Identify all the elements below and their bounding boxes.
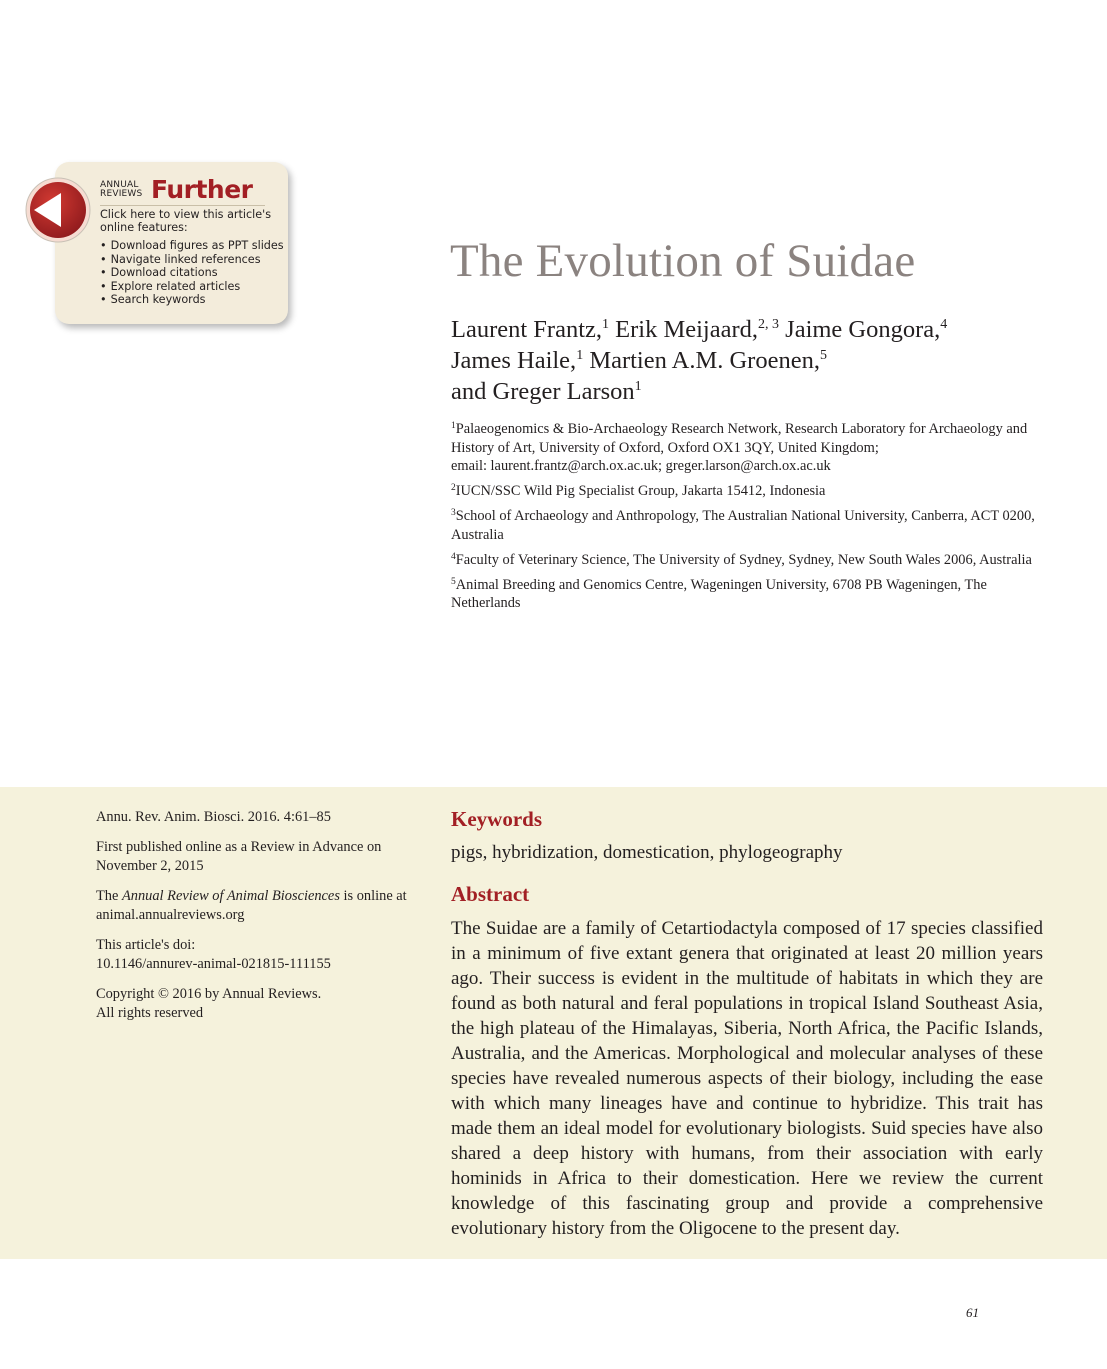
author-line-1 bbox=[451, 314, 1051, 345]
author-name: Erik Meijaard, bbox=[615, 316, 759, 343]
affiliation-sup: 4 bbox=[451, 551, 456, 562]
abstract-heading: Abstract bbox=[451, 882, 530, 906]
affiliation-email[interactable]: email: laurent.frantz@arch.ox.ac.uk; greger.larson@arch.ox.ac.uk bbox=[451, 458, 831, 474]
affiliation-sup: 5 bbox=[451, 576, 456, 587]
copyright-info bbox=[96, 985, 416, 1023]
further-divider bbox=[100, 205, 265, 206]
further-intro bbox=[100, 208, 278, 234]
affiliation-text: Palaeogenomics & Bio-Archaeology Research Network, Research Laboratory for Archaeology and History of Art, University of Oxford, Oxford OX1 3QY, United Kingdom; bbox=[451, 421, 1028, 456]
affiliation-1 bbox=[451, 420, 1051, 476]
author-affil-sup: 2, 3 bbox=[758, 317, 780, 332]
further-feature-list bbox=[100, 239, 284, 307]
further-item-download-citations[interactable]: • Download citations bbox=[100, 266, 284, 280]
author-affil-sup: 1 bbox=[576, 348, 584, 363]
click-here-link[interactable]: Click here bbox=[100, 208, 156, 221]
affiliation-4 bbox=[451, 551, 1051, 570]
author-name: Jaime Gongora, bbox=[785, 316, 941, 343]
affiliation-sup: 2 bbox=[451, 483, 456, 493]
author-line-2 bbox=[451, 345, 1051, 376]
journal-pre: The bbox=[96, 888, 122, 904]
journal-info bbox=[96, 887, 416, 925]
doi-label: This article's doi: bbox=[96, 937, 196, 953]
further-title: Further bbox=[151, 175, 253, 204]
publication-date: First published online as a Review in Advance on November 2, 2015 bbox=[96, 839, 382, 874]
author-name: and Greger Larson bbox=[451, 378, 635, 405]
journal-name: Annual Review of Animal Biosciences bbox=[121, 888, 340, 904]
further-item-navigate-references[interactable]: • Navigate linked references bbox=[100, 253, 284, 267]
author-name: Martien A.M. Groenen, bbox=[589, 347, 820, 374]
article-title: The Evolution of Suidae bbox=[450, 235, 916, 287]
author-name: Laurent Frantz, bbox=[451, 316, 603, 343]
further-item-download-figures[interactable]: • Download figures as PPT slides bbox=[100, 239, 284, 253]
journal-url: is online at animal.annualreviews.org bbox=[96, 888, 407, 923]
back-arrow-icon[interactable] bbox=[24, 176, 92, 244]
author-line-3 bbox=[451, 376, 1051, 407]
rights: All rights reserved bbox=[96, 1005, 204, 1021]
affiliation-text: Faculty of Veterinary Science, The University of Sydney, Sydney, New South Wales 2006, Australia bbox=[455, 551, 1032, 568]
doi-info bbox=[96, 936, 416, 974]
abstract-text: The Suidae are a family of Cetartiodactyla composed of 17 species classified in a minimum of five extant genera that originated at least 20 million years ago. Their success is evident in the multitude of habitats in which they are found as both natural and feral populations in tropical Island Southeast Asia, the high plateau of the Himalayas, Siberia, North Africa, the Pacific Islands, Australia, and the Americas. Morphological and molecular analyses of these species have revealed numerous aspects of their biology, including the ease with which many lineages have and continue to hybridize. This trait has made them an ideal model for evolutionary biologists. Suid species have also shared a deep history with humans, from their association with early hominids in Africa to their domestication. Here we review the current knowledge of this fascinating group and provide a comprehensive evolutionary history from the Oligocene to the present day. bbox=[451, 918, 1043, 1239]
annual-reviews-label: ANNUAL REVIEWS bbox=[100, 180, 143, 199]
affiliation-sup: 1 bbox=[451, 421, 456, 431]
further-item-search-keywords[interactable]: • Search keywords bbox=[100, 293, 284, 307]
affiliation-3 bbox=[451, 507, 1051, 544]
affiliations bbox=[451, 420, 1051, 619]
author-affil-sup: 4 bbox=[940, 317, 948, 332]
copyright: Copyright © 2016 by Annual Reviews. bbox=[96, 986, 322, 1002]
citation: Annu. Rev. Anim. Biosci. 2016. 4:61–85 bbox=[96, 809, 331, 825]
further-intro-text: to view this article's online features: bbox=[100, 208, 272, 234]
keywords-text: pigs, hybridization, domestication, phylogeography bbox=[451, 842, 843, 863]
page-number: 61 bbox=[966, 1305, 979, 1320]
affiliation-2 bbox=[451, 482, 1051, 501]
further-item-related-articles[interactable]: • Explore related articles bbox=[100, 280, 284, 294]
author-list bbox=[451, 314, 1051, 407]
affiliation-text: School of Archaeology and Anthropology, The Australian National University, Canberra, ACT 0200, Australia bbox=[451, 508, 1035, 543]
author-affil-sup: 1 bbox=[634, 379, 642, 394]
author-affil-sup: 1 bbox=[602, 317, 610, 332]
article-metadata bbox=[96, 808, 416, 1034]
affiliation-5 bbox=[451, 576, 1051, 613]
doi-value[interactable]: 10.1146/annurev-animal-021815-111155 bbox=[96, 956, 331, 972]
affiliation-text: IUCN/SSC Wild Pig Specialist Group, Jakarta 15412, Indonesia bbox=[455, 483, 826, 499]
affiliation-sup: 3 bbox=[451, 508, 456, 518]
keywords-heading: Keywords bbox=[451, 807, 542, 831]
author-affil-sup: 5 bbox=[819, 348, 827, 363]
author-name: James Haile, bbox=[451, 347, 577, 374]
affiliation-text: Animal Breeding and Genomics Centre, Wageningen University, 6708 PB Wageningen, The Netherlands bbox=[451, 576, 987, 611]
